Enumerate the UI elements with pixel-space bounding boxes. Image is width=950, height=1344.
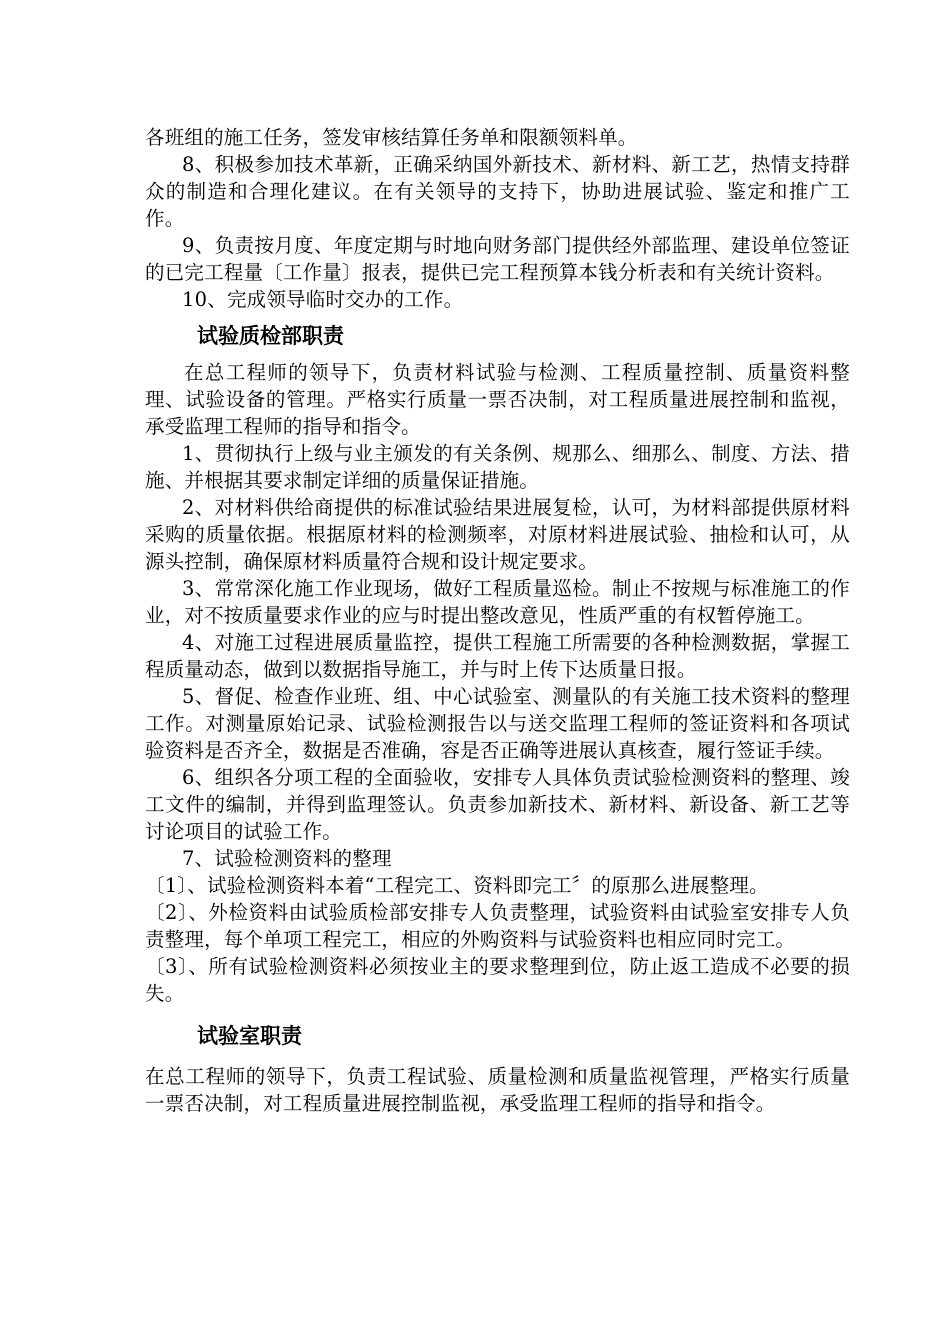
paragraph-lab-intro: 在总工程师的领导下，负责工程试验、质量检测和质量监视管理，严格实行质量一票否决制，对工程质量进展控制监视，承受监理工程师的指导和指令。 (145, 1065, 850, 1115)
paragraph-item-1: 1、贯彻执行上级与业主颁发的有关条例、规那么、细那么、制度、方法、措施、并根据其要求制定详细的质量保证措施。 (145, 442, 850, 492)
paragraph-subitem-2: 〔2〕、外检资料由试验质检部安排专人负责整理，试验资料由试验室安排专人负责整理，每个单项工程完工，相应的外购资料与试验资料也相应同时完工。 (145, 901, 850, 951)
paragraph-item-2: 2、对材料供给商提供的标准试验结果进展复检，认可，为材料部提供原材料采购的质量依据。根据原材料的检测频率，对原材料进展试验、抽检和认可，从源头控制，确保原材料质量符合规和设计规定要求。 (145, 496, 850, 573)
paragraph-item-5: 5、督促、检查作业班、组、中心试验室、测量队的有关施工技术资料的整理工作。对测量原始记录、试验检测报告以与送交监理工程师的签证资料和各项试验资料是否齐全，数据是否准确，容是否正确等进展认真核查，履行签证手续。 (145, 685, 850, 762)
paragraph-intro: 在总工程师的领导下，负责材料试验与检测、工程质量控制、质量资料整理、试验设备的管理。严格实行质量一票否决制，对工程质量进展控制和监视，承受监理工程师的指导和指令。 (145, 361, 850, 438)
paragraph-item-6: 6、组织各分项工程的全面验收，安排专人具体负责试验检测资料的整理、竣工文件的编制，并得到监理签认。负责参加新技术、新材料、新设备、新工艺等讨论项目的试验工作。 (145, 766, 850, 843)
paragraph-item-4: 4、对施工过程进展质量监控，提供工程施工所需要的各种检测数据，掌握工程质量动态，做到以数据指导施工，并与时上传下达质量日报。 (145, 631, 850, 681)
paragraph-item-9: 9、负责按月度、年度定期与时地向财务部门提供经外部监理、建设单位签证的已完工程量〔工作量〕报表，提供已完工程预算本钱分析表和有关统计资料。 (145, 234, 850, 284)
section-heading-quality-dept: 试验质检部职责 (197, 324, 344, 348)
paragraph-item-8: 8、积极参加技术革新，正确采纳国外新技术、新材料、新工艺，热情支持群众的制造和合理化建议。在有关领导的支持下，协助进展试验、鉴定和推广工作。 (145, 153, 850, 230)
section-heading-lab: 试验室职责 (197, 1024, 302, 1048)
paragraph-item-7: 7、试验检测资料的整理 (182, 847, 392, 870)
paragraph-item-3: 3、常常深化施工作业现场，做好工程质量巡检。制止不按规与标准施工的作业，对不按质量要求作业的应与时提出整改意见，性质严重的有权暂停施工。 (145, 577, 850, 627)
paragraph-subitem-1: 〔1〕、试验检测资料本着“工程完工、资料即完工〞的原那么进展整理。 (145, 874, 769, 897)
paragraph-subitem-3: 〔3〕、所有试验检测资料必须按业主的要求整理到位，防止返工造成不必要的损失。 (145, 955, 850, 1005)
document-body (145, 124, 850, 1117)
paragraph-continuation: 各班组的施工任务，签发审核结算任务单和限额领料单。 (145, 126, 638, 149)
paragraph-item-10: 10、完成领导临时交办的工作。 (182, 288, 464, 311)
